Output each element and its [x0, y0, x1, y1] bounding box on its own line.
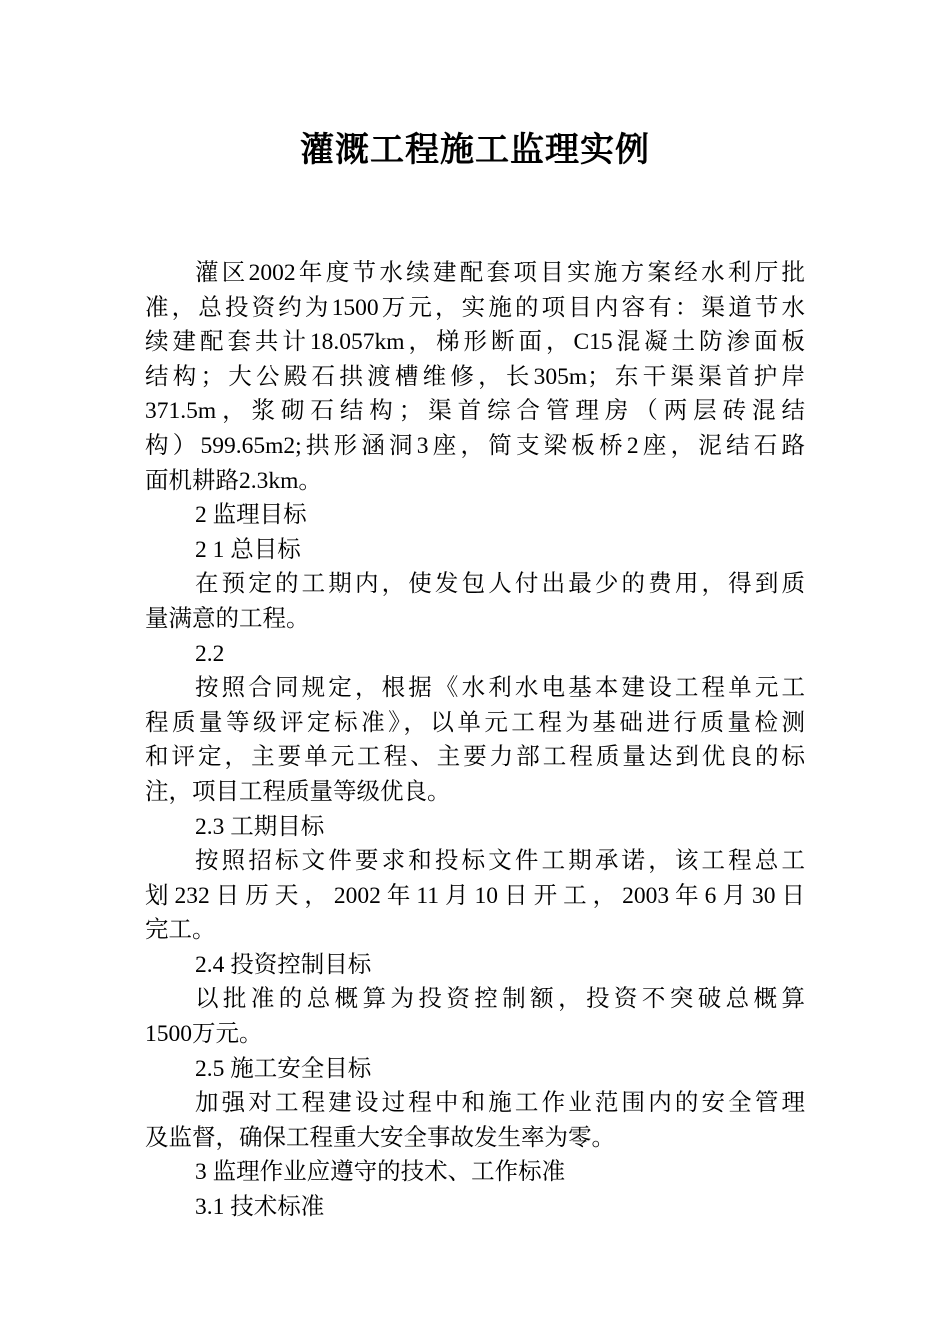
text-line: 续建配套共计18.057km，梯形断面，C15混凝土防渗面板: [145, 329, 805, 356]
text-line: 面机耕路2.3km。: [145, 467, 322, 494]
heading-safety-goal: [145, 1052, 805, 1087]
text-line: 完工。: [145, 917, 216, 944]
heading-overall-goal: [145, 533, 805, 568]
text-line: 3.1 技术标准: [195, 1194, 325, 1221]
text-line: 2.5 施工安全目标: [195, 1055, 372, 1082]
text-line: 在预定的工期内，使发包人付出最少的费用，得到质: [195, 571, 805, 598]
text-line: 程质量等级评定标准》，以单元工程为基础进行质量检测: [145, 709, 805, 736]
text-line: 划232日历天，2002年11月10日开工，2003年6月30日: [145, 882, 805, 909]
text-line: 按照合同规定，根据《水利水电基本建设工程单元工: [195, 675, 805, 702]
paragraph-overall-goal: [145, 567, 805, 636]
paragraph-project-overview: [145, 256, 805, 498]
text-line: 加强对工程建设过程中和施工作业范围内的安全管理: [195, 1090, 805, 1117]
text-line: 按照招标文件要求和投标文件工期承诺，该工程总工: [195, 848, 805, 875]
heading-section-2-2: [145, 637, 805, 672]
text-line: 2 1 总目标: [195, 536, 301, 563]
text-line: 量满意的工程。: [145, 605, 310, 632]
text-line: 2.3 工期目标: [195, 813, 325, 840]
text-line: 准，总投资约为1500万元，实施的项目内容有：渠道节水: [145, 294, 805, 321]
text-line: 2 监理目标: [195, 502, 307, 529]
paragraph-investment-goal: [145, 982, 805, 1051]
text-line: 构）599.65m2;拱形涵洞3座，简支梁板桥2座，泥结石路: [145, 432, 805, 459]
text-line: 2.4 投资控制目标: [195, 951, 372, 978]
text-line: 2.2: [195, 640, 225, 667]
text-line: 结构；大公殿石拱渡槽维修，长305m；东干渠渠首护岸: [145, 363, 805, 390]
paragraph-quality-goal: [145, 671, 805, 809]
text-line: 和评定，主要单元工程、主要力部工程质量达到优良的标: [145, 744, 805, 771]
heading-supervision-goals: [145, 498, 805, 533]
text-line: 1500万元。: [145, 1021, 263, 1048]
heading-schedule-goal: [145, 810, 805, 845]
document-title: 灌溉工程施工监理实例: [300, 132, 650, 169]
heading-standards: [145, 1155, 805, 1190]
text-line: 以批准的总概算为投资控制额，投资不突破总概算: [195, 986, 805, 1013]
paragraph-schedule-goal: [145, 844, 805, 948]
heading-technical-standards: [145, 1190, 805, 1225]
text-line: 灌区2002年度节水续建配套项目实施方案经水利厅批: [195, 260, 805, 286]
text-line: 及监督，确保工程重大安全事故发生率为零。: [145, 1124, 615, 1151]
text-line: 注，项目工程质量等级优良。: [145, 778, 451, 805]
paragraph-safety-goal: [145, 1086, 805, 1155]
heading-investment-goal: [145, 948, 805, 983]
text-line: 371.5m，浆砌石结构；渠首综合管理房（两层砖混结: [145, 398, 805, 425]
document-body: [145, 256, 805, 1225]
text-line: 3 监理作业应遵守的技术、工作标准: [195, 1159, 566, 1186]
